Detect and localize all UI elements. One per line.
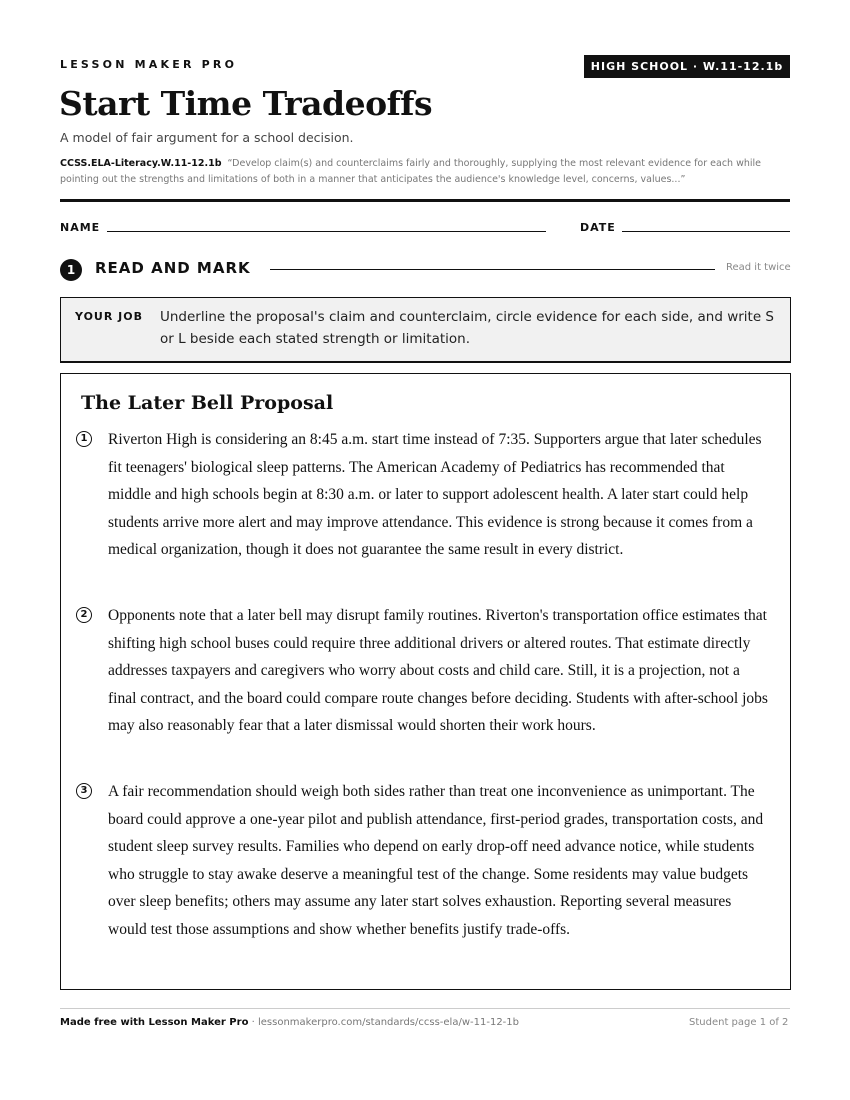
brand-name: LESSON MAKER PRO	[60, 58, 238, 71]
name-field-line[interactable]	[107, 231, 546, 232]
standard-code: CCSS.ELA-Literacy.W.11-12.1b	[60, 158, 222, 169]
footer-page-number: Student page 1 of 2	[689, 1017, 789, 1028]
page-title: Start Time Tradeoffs	[59, 84, 433, 123]
reading-title: The Later Bell Proposal	[81, 392, 334, 414]
grade-standard-badge: HIGH SCHOOL · W.11-12.1b	[584, 55, 790, 78]
step-divider	[270, 269, 715, 270]
page-subtitle: A model of fair argument for a school decision.	[60, 130, 354, 145]
paragraph-number-1: 1	[76, 431, 92, 447]
date-field-line[interactable]	[622, 231, 790, 232]
footer-divider	[60, 1008, 790, 1009]
your-job-text: Underline the proposal's claim and counterclaim, circle evidence for each side, and write S or L beside each stated strength or limitation.	[160, 309, 774, 347]
paragraph-number-3: 3	[76, 783, 92, 799]
paragraph-number-2: 2	[76, 607, 92, 623]
step-number-badge: 1	[60, 259, 82, 281]
paragraph-3: A fair recommendation should weigh both sides rather than treat one inconvenience as unimportant. The board could approve a one-year pilot and publish attendance, first-period grades, transportation costs, and student sleep survey results. Families who depend on early drop-off need advance notice, while students who struggle to stay awake deserve a meaningful test of the change. Some residents may value budgets over sleep benefits; others may assume any later start solves exhaustion. Reporting several measures would test those assumptions and show whether benefits justify trade-offs.	[108, 783, 764, 938]
step-title: READ AND MARK	[95, 259, 251, 277]
header-divider	[60, 199, 790, 202]
footer-credit	[60, 1017, 519, 1028]
paragraph-1: Riverton High is considering an 8:45 a.m. start time instead of 7:35. Supporters argue that later schedules fit teenagers' biological sleep patterns. The American Academy of Pediatrics has recommended that middle and high schools begin at 8:30 a.m. or later to support adolescent health. A later start could help students arrive more alert and may improve attendance. This evidence is strong because it comes from a medical organization, though it does not guarantee the same result in every district.	[108, 431, 762, 559]
standard-description	[60, 156, 790, 188]
paragraph-2: Opponents note that a later bell may disrupt family routines. Riverton's transportation office estimates that shifting high school buses could require three additional drivers or altered routes. That estimate directly addresses taxpayers and caregivers who worry about costs and child care. Still, it is a projection, not a final contract, and the board could compare route changes before deciding. Students with after-school jobs may also reasonably fear that a later dismissal would shorten their work hours.	[108, 607, 768, 735]
name-label: NAME	[60, 221, 101, 234]
footer-url[interactable]: lessonmakerpro.com/standards/ccss-ela/w-11-12-1b	[257, 1017, 519, 1028]
standard-quote: “Develop claim(s) and counterclaims fairly and thoroughly, supplying the most relevant evidence for each while pointing out the strengths and limitations of both in a manner that anticipates the audience's knowledge level, concerns, values...”	[60, 158, 761, 185]
footer-separator: ·	[248, 1017, 258, 1028]
your-job-label: YOUR JOB	[75, 310, 143, 323]
date-label: DATE	[580, 221, 616, 234]
step-note: Read it twice	[726, 262, 791, 273]
footer-made-with: Made free with Lesson Maker Pro	[60, 1017, 249, 1028]
